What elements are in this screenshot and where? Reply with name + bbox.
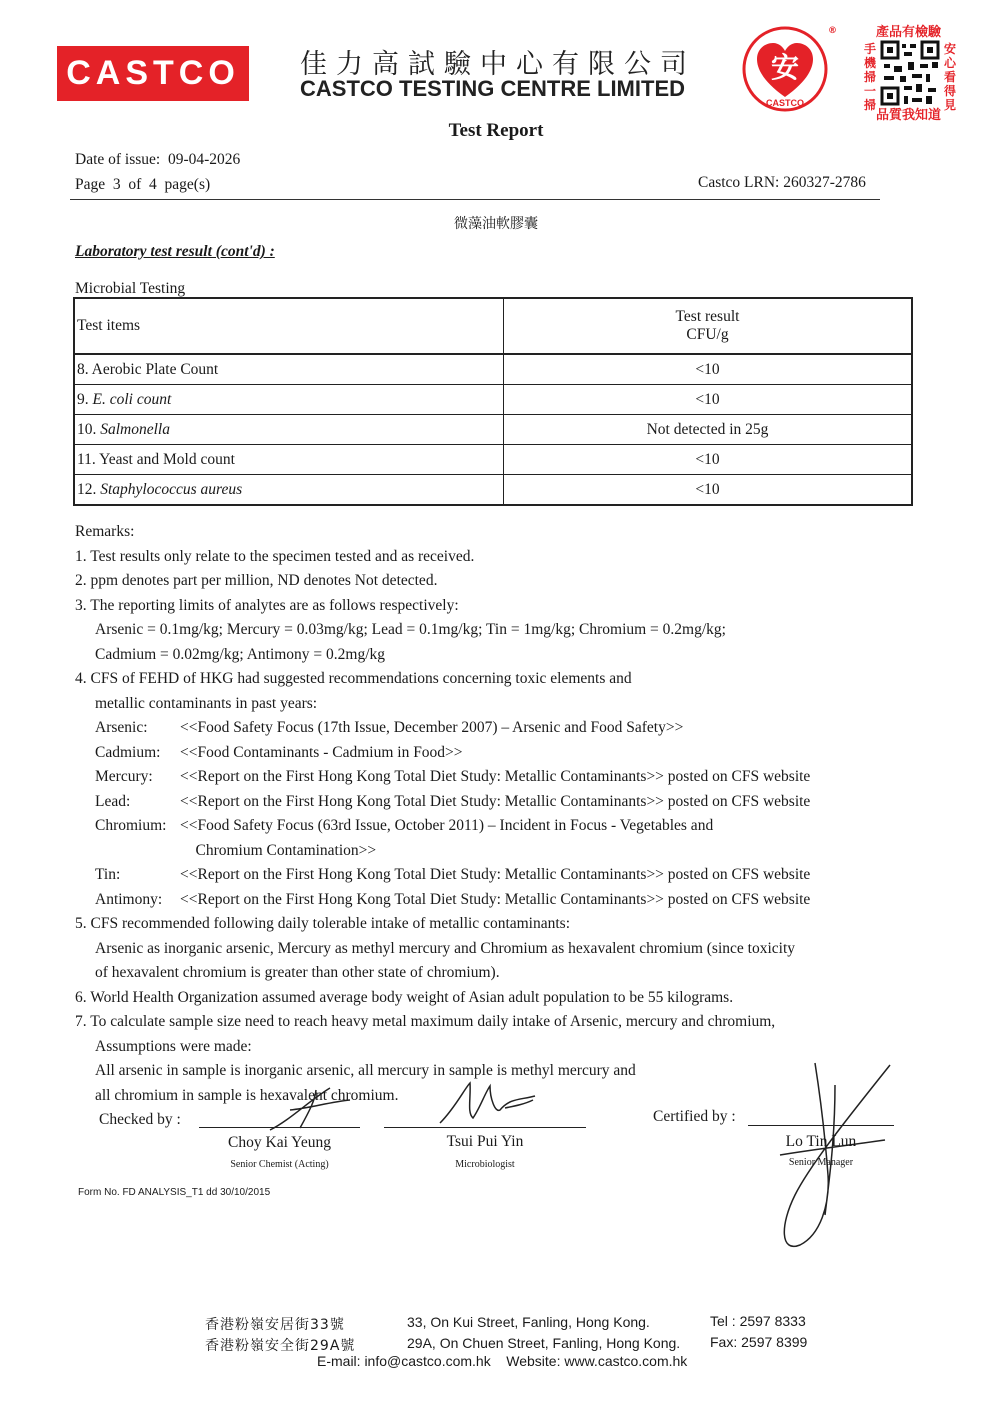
date-value: 09-04-2026 bbox=[167, 151, 241, 168]
castco-logo: CASTCO bbox=[57, 46, 249, 101]
product-name: 微藻油軟膠囊 bbox=[454, 216, 538, 232]
registered-mark: ® bbox=[828, 26, 837, 36]
signature-tsui-icon bbox=[435, 1078, 545, 1128]
test-item-name: Aerobic Plate Count bbox=[91, 360, 219, 378]
remark-3-line: Cadmium = 0.02mg/kg; Antimony = 0.2mg/kg bbox=[95, 645, 386, 663]
table-row: 9. E. coli count <10 bbox=[74, 385, 912, 415]
company-name-chinese: 佳力高試驗中心有限公司 bbox=[300, 49, 696, 80]
qr-caption-right: 安 心 看 得 見 bbox=[944, 42, 957, 112]
quality-seal-icon bbox=[741, 25, 829, 113]
certified-by-label: Certified by : bbox=[653, 1108, 736, 1125]
footer-address-cn-2: 香港粉嶺安全街29A號 bbox=[205, 1338, 356, 1354]
test-item-name: Yeast and Mold count bbox=[99, 450, 235, 468]
footer-address-en-1: 33, On Kui Street, Fanling, Hong Kong. bbox=[407, 1314, 650, 1330]
test-result: <10 bbox=[504, 354, 913, 385]
reference-row: Cadmium: <<Food Contaminants - Cadmium in Food>> bbox=[95, 743, 463, 761]
remark-7: 7. To calculate sample size need to reach heavy metal maximum daily intake of Arsenic, mercury and chromium, bbox=[75, 1013, 776, 1030]
remarks-heading: Remarks: bbox=[75, 523, 135, 540]
test-item-name: E. coli count bbox=[92, 390, 172, 408]
page-number: Page 3 of 4 page(s) bbox=[75, 176, 211, 193]
seal-label: CASTCO bbox=[766, 98, 804, 108]
checked-by-label: Checked by : bbox=[99, 1111, 181, 1128]
reference-row: Mercury: <<Report on the First Hong Kong Total Diet Study: Metallic Contaminants>> posted on CFS website bbox=[95, 768, 811, 785]
test-item-name: Salmonella bbox=[100, 420, 170, 438]
footer-tel: Tel : 2597 8333 bbox=[710, 1313, 806, 1329]
header-divider bbox=[70, 199, 880, 200]
test-result: <10 bbox=[504, 445, 913, 475]
signature-choy-icon bbox=[260, 1080, 360, 1140]
signer-title-choy: Senior Chemist (Acting) bbox=[230, 1159, 329, 1170]
remark-3-line: Arsenic = 0.1mg/kg; Mercury = 0.03mg/kg; Lead = 0.1mg/kg; Tin = 1mg/kg; Chromium = 0.2mg/kg; bbox=[95, 621, 726, 638]
report-title: Test Report bbox=[448, 120, 544, 141]
test-item-name: Staphylococcus aureus bbox=[100, 480, 243, 498]
header-test-result: Test result CFU/g bbox=[504, 298, 913, 354]
table-header-row bbox=[74, 298, 912, 354]
form-number: Form No. FD ANALYSIS_T1 dd 30/10/2015 bbox=[78, 1187, 271, 1198]
test-result: <10 bbox=[504, 475, 913, 506]
signer-title-lo: Senior Manager bbox=[788, 1157, 854, 1168]
seal-char: 安 bbox=[770, 51, 800, 84]
table-row: 10. Salmonella Not detected in 25g bbox=[74, 415, 912, 445]
lrn-number: Castco LRN: 260327-2786 bbox=[698, 174, 866, 191]
company-name-english: CASTCO TESTING CENTRE LIMITED bbox=[300, 76, 685, 101]
remark-5-line: of hexavalent chromium is greater than other state of chromium). bbox=[95, 964, 500, 981]
remarks-section bbox=[75, 520, 875, 1108]
table-row: 12. Staphylococcus aureus <10 bbox=[74, 475, 912, 506]
reference-row: Antimony: <<Report on the First Hong Kong Total Diet Study: Metallic Contaminants>> posted on CFS website bbox=[95, 890, 811, 908]
section-title: Laboratory test result (cont'd) : bbox=[75, 243, 275, 260]
remark-7-line: Assumptions were made: bbox=[95, 1037, 252, 1055]
remark-7-line: All arsenic in sample is inorganic arsenic, all mercury in sample is methyl mercury and bbox=[95, 1062, 636, 1079]
header-test-items: Test items bbox=[74, 298, 504, 354]
remark-3: 3. The reporting limits of analytes are as follows respectively: bbox=[75, 596, 459, 614]
date-label: Date of issue: bbox=[75, 151, 161, 168]
footer-address-en-2: 29A, On Chuen Street, Fanling, Hong Kong. bbox=[407, 1335, 681, 1351]
remark-5-line: Arsenic as inorganic arsenic, Mercury as methyl mercury and Chromium as hexavalent chromium (since toxicity bbox=[95, 939, 796, 957]
test-result: Not detected in 25g bbox=[504, 415, 913, 445]
remark-4-line: metallic contaminants in past years: bbox=[95, 694, 318, 712]
qr-code-icon bbox=[880, 40, 940, 106]
footer-contact: E-mail: info@castco.com.hk Website: www.castco.com.hk bbox=[317, 1353, 688, 1369]
signer-name-choy: Choy Kai Yeung bbox=[228, 1134, 331, 1151]
reference-row: Arsenic: <<Food Safety Focus (17th Issue, December 2007) – Arsenic and Food Safety>> bbox=[95, 719, 684, 736]
remark-1: 1. Test results only relate to the specimen tested and as received. bbox=[75, 547, 475, 565]
date-of-issue bbox=[75, 151, 240, 169]
reference-row: Tin: <<Report on the First Hong Kong Total Diet Study: Metallic Contaminants>> posted on CFS website bbox=[95, 866, 811, 883]
reference-row: Chromium: <<Food Safety Focus (63rd Issue, October 2011) – Incident in Focus - Vegetables and bbox=[95, 817, 714, 834]
signer-name-lo: Lo Tin Lun bbox=[785, 1133, 857, 1150]
footer-address-cn-1: 香港粉嶺安居街33號 bbox=[205, 1317, 345, 1333]
reference-row: Chromium Contamination>> bbox=[180, 841, 377, 859]
qr-caption-top: 產品有檢驗 bbox=[876, 25, 942, 40]
remark-4: 4. CFS of FEHD of HKG had suggested recommendations concerning toxic elements and bbox=[75, 670, 632, 687]
test-result: <10 bbox=[504, 385, 913, 415]
qr-caption-left: 手 機 掃 一 掃 bbox=[864, 42, 877, 112]
table-caption: Microbial Testing bbox=[75, 280, 186, 297]
qr-caption-bottom: 品質我知道 bbox=[876, 108, 942, 123]
signature-lo-icon bbox=[740, 1055, 900, 1255]
signer-name-tsui: Tsui Pui Yin bbox=[446, 1133, 524, 1150]
footer-fax: Fax: 2597 8399 bbox=[710, 1334, 808, 1350]
reference-row: Lead: <<Report on the First Hong Kong Total Diet Study: Metallic Contaminants>> posted on CFS website bbox=[95, 792, 811, 810]
table-row: 11. Yeast and Mold count <10 bbox=[74, 445, 912, 475]
remark-7-line: all chromium in sample is hexavalent chromium. bbox=[95, 1086, 399, 1104]
results-table bbox=[73, 297, 913, 506]
remark-6: 6. World Health Organization assumed average body weight of Asian adult population to be 55 kilograms. bbox=[75, 988, 734, 1006]
remark-5: 5. CFS recommended following daily tolerable intake of metallic contaminants: bbox=[75, 915, 571, 932]
table-row: 8. Aerobic Plate Count <10 bbox=[74, 354, 912, 385]
signer-title-tsui: Microbiologist bbox=[455, 1159, 515, 1170]
remark-2: 2. ppm denotes part per million, ND denotes Not detected. bbox=[75, 572, 438, 589]
